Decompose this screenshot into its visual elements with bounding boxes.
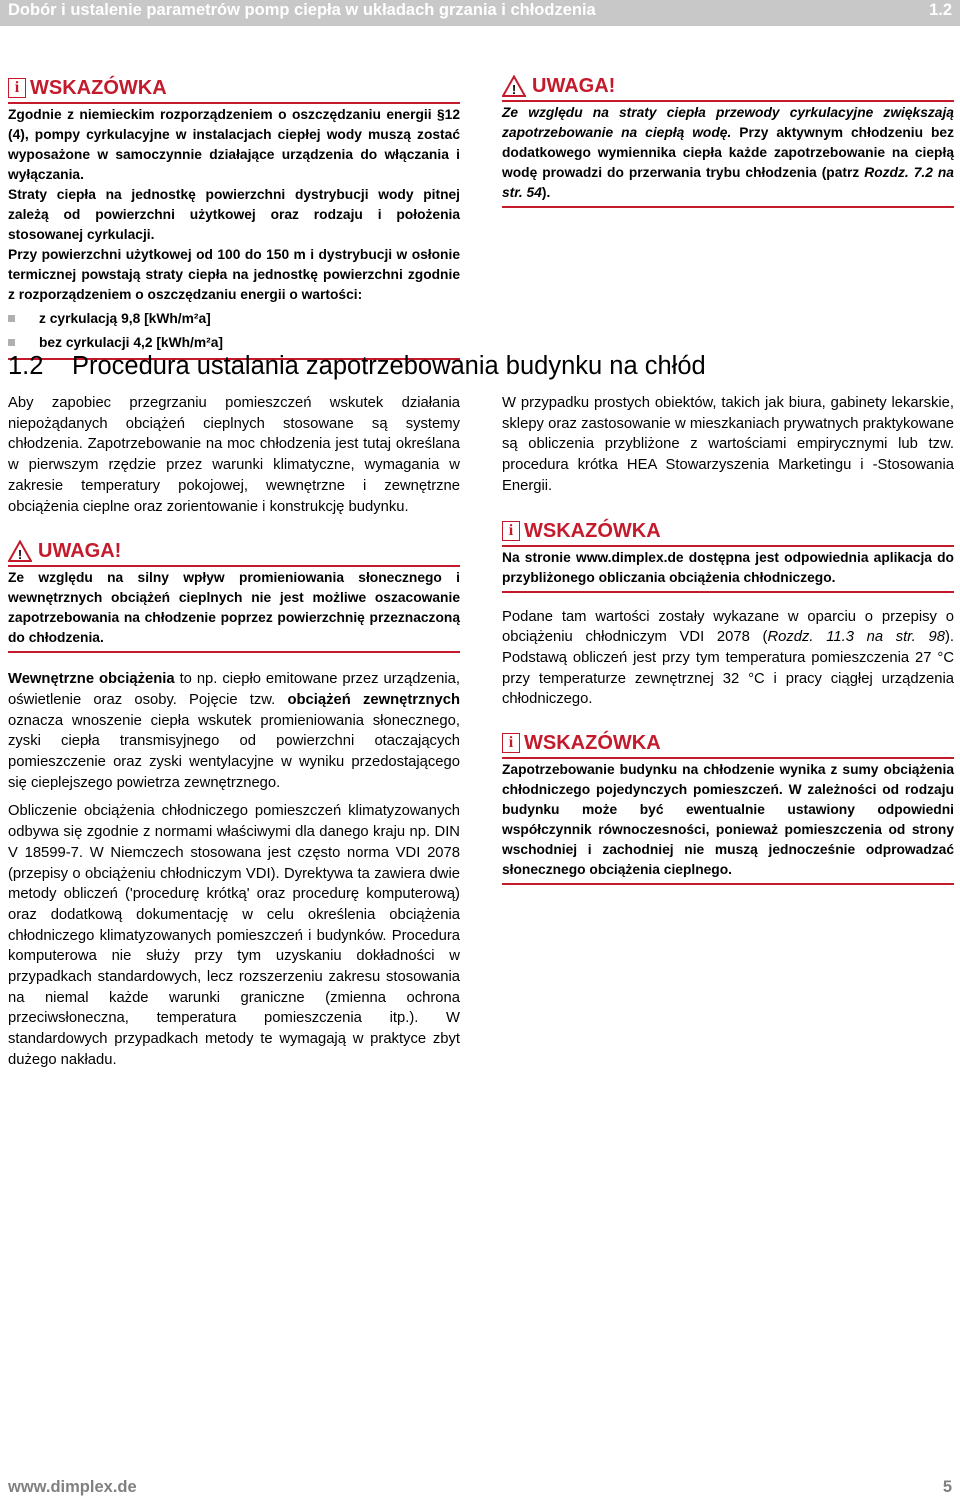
bullet-text: bez cyrkulacji 4,2 [kWh/m²a] [39, 335, 224, 350]
bullet-item [8, 333, 460, 353]
header-title: Dobór i ustalenie parametrów pomp ciepła w układach grzania i chłodzenia [8, 1, 596, 19]
header-section-number: 1.2 [929, 1, 952, 19]
note-header [502, 519, 954, 543]
page-number: 5 [942, 1478, 952, 1496]
note-body: Zapotrzebowanie budynku na chłodzenie wynika z sumy obciążenia chłodniczego pojedynczych pomieszczeń. W zależności od rodzaju budynku może być ewentualnie ustawiony odpowiedni współczynnik równoczesności, ponieważ pomieszczenia od strony wschodniej i zachodniej nie muszą jednocześnie odprowadzać słonecznego obciążenia cieplnego. [502, 762, 954, 878]
note-title: WSKAZÓWKA [30, 77, 167, 99]
svg-text:!: ! [511, 82, 517, 97]
body-paragraph: Wewnętrzne obciążenia to np. ciepło emitowane przez urządzenia, oświetlenie oraz osoby. Pojęcie tzw. obciążeń zewnętrznych oznacza wnoszenie ciepła wskutek promieniowania słonecznego, zyski ciepła transmisyjnego od powierzchni otaczających pomieszczenie oraz zyski wentylacyjne w wyniku przedostającego się cieplejszego powietrza zewnętrznego. [8, 671, 460, 791]
warning-triangle-icon [502, 75, 526, 97]
note-building-demand [502, 731, 954, 885]
warning-header [502, 74, 954, 98]
note-dimplex-app [502, 519, 954, 593]
note-title: WSKAZÓWKA [524, 732, 661, 755]
warning-body: Ze względu na straty ciepła przewody cyrkulacyjne zwiększają zapotrzebowanie na ciepłą wodę. Przy aktywnym chłodzeniu bez dodatkowego wymiennika ciepła każde zapotrzebowanie na ciepłą wodę prowadzi do przerwania trybu chłodzenia (patrz Rozdz. 7.2 na str. 54). [502, 105, 954, 200]
warning-rule [8, 565, 460, 567]
bullet-item [8, 309, 460, 329]
note-rule [502, 591, 954, 593]
note-rule [502, 883, 954, 885]
note-rule [8, 102, 460, 104]
note-paragraph: Zgodnie z niemieckim rozporządzeniem o oszczędzaniu energii §12 (4), pompy cyrkulacyjne w instalacjach ciepłej wody muszą zostać wyposażone w samoczynnie działające urządzenia do włączania i wyłączania. [8, 107, 460, 182]
info-icon: i [502, 733, 520, 753]
body-paragraph: Obliczenie obciążenia chłodniczego pomieszczeń klimatyzowanych odbywa się zgodnie z normami właściwymi dla danego kraju np. DIN V 18599-7. W Niemczech stosowana jest często norma VDI 2078 (przepisy o obciążeniu chłodniczym VDI). Dyrektywa ta zawiera dwie metody obliczeń ('procedurę krótką' oraz procedurę komputerową) oraz dodatkową dokumentację w celu określenia obciążenia chłodniczego klimatyzowanych pomieszczeń i budynków. Procedura komputerowa nie służy przy tym uzyskaniu dokładności w przypadkach standardowych, lecz rozszerzeniu zakresu stosowania na niemal każde warunki graniczne (zmienna ochrona przeciwsłoneczna, temperatura pomieszczenia itp.). W standardowych przypadkach metody te wymagają w praktyce zbyt dużego nakładu. [8, 803, 460, 1068]
warning-rule [502, 100, 954, 102]
right-body [502, 393, 954, 885]
note-rule [502, 545, 954, 547]
section-number: 1.2 [8, 352, 44, 380]
warning-title: UWAGA! [532, 75, 616, 97]
note-title: WSKAZÓWKA [524, 519, 661, 542]
warning-rule [8, 651, 460, 653]
note-circulation [8, 76, 460, 360]
warning-body: Ze względu na silny wpływ promieniowania słonecznego i wewnętrznych obciążeń cieplnych nie jest możliwe oszacowanie zapotrzebowania na chłodzenie poprzez powierzchnię przeznaczoną do chłodzenia. [8, 570, 460, 646]
note-header [502, 731, 954, 755]
note-rule [502, 757, 954, 759]
note-body: Na stronie www.dimplex.de dostępna jest odpowiednia aplikacja do przybliżonego obliczania obciążenia chłodniczego. [502, 549, 954, 585]
warning-rule [502, 206, 954, 208]
note-paragraph: Przy powierzchni użytkowej od 100 do 150 m i dystrybucji w osłonie termicznej powstają straty ciepła na jednostkę powierzchni zgodnie z rozporządzeniem o oszczędzaniu energii o wartości: [8, 247, 460, 302]
body-paragraph: Podane tam wartości zostały wykazane w oparciu o przepisy o obciążeniu chłodniczym VDI 2078 (Rozdz. 11.3 na str. 98). Podstawą obliczeń jest przy tym temperatura pomieszczenia 27 °C przy temperaturze zewnętrznej 32 °C i pracy ciągłej urządzenia chłodniczego. [502, 608, 954, 708]
warning-header [8, 539, 460, 563]
bullet-square-icon [8, 339, 15, 346]
bullet-square-icon [8, 315, 15, 322]
warning-solar [8, 539, 460, 653]
info-icon: i [502, 521, 520, 541]
section-title: Procedura ustalania zapotrzebowania budynku na chłód [72, 352, 706, 380]
note-body [8, 105, 460, 353]
note-paragraph: Straty ciepła na jednostkę powierzchni dystrybucji wody pitnej zależą od powierzchni użytkowej oraz rodzaju i położenia stosowanej cyrkulacji. [8, 187, 460, 242]
body-paragraph: Aby zapobiec przegrzaniu pomieszczeń wskutek działania niepożądanych obciążeń cieplnych stosowane są systemy chłodzenia. Zapotrzebowanie na moc chłodzenia jest tutaj określana w pierwszym rzędzie przez warunki klimatyczne, wymagania w zakresie temperatury pokojowej, wewnętrzne i zewnętrzne obciążenia cieplne oraz zorientowanie i konstrukcję budynku. [8, 395, 460, 515]
left-body [8, 393, 460, 1071]
bullet-text: z cyrkulacją 9,8 [kWh/m²a] [39, 311, 211, 326]
page-header [0, 0, 960, 26]
footer-website-link[interactable]: www.dimplex.de [8, 1478, 137, 1496]
warning-title: UWAGA! [38, 540, 122, 563]
section-heading [8, 352, 706, 381]
svg-text:!: ! [17, 547, 23, 563]
info-icon: i [8, 78, 26, 98]
body-paragraph: W przypadku prostych obiektów, takich jak biura, gabinety lekarskie, sklepy oraz zastosowanie w mieszkaniach prywatnych praktykowane są obliczenia przybliżone z wartościami empirycznymi lub tzw. procedura krótka HEA Stowarzyszenia Marketingu i -Stosowania Energii. [502, 395, 954, 494]
warning-circulation [502, 74, 954, 208]
warning-triangle-icon [8, 540, 32, 562]
note-header [8, 76, 460, 100]
